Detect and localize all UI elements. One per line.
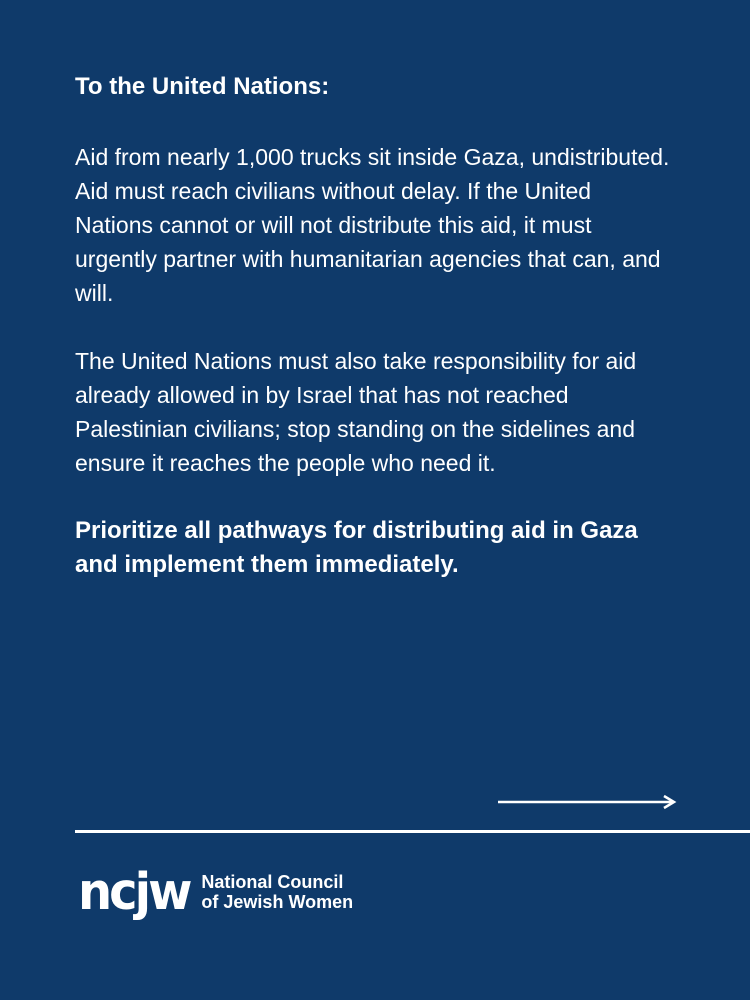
- logo-org-name-line1: National Council: [201, 872, 344, 892]
- letter-heading: To the United Nations:: [75, 73, 330, 100]
- arrow-right-icon[interactable]: [498, 792, 678, 812]
- letter-paragraph-2: The United Nations must also take responsibility for aid already allowed in by Israel that has not reached Palestinian civilians; stop standing on the sidelines and ensure it reaches the people who need it.: [75, 348, 637, 476]
- letter-closing: Prioritize all pathways for distributing aid in Gaza and implement them immediately.: [75, 517, 638, 578]
- letter-paragraph-1: Aid from nearly 1,000 trucks sit inside Gaza, undistributed. Aid must reach civilians without delay. If the United Nations cannot or will not distribute this aid, it must urgently partner with humanitarian agencies that can, and will.: [75, 144, 670, 306]
- letter-body: [75, 70, 675, 582]
- ncjw-logo: [78, 862, 354, 922]
- logo-org-name: [201, 872, 353, 912]
- footer-divider: [75, 830, 750, 833]
- logo-org-name-line2: of Jewish Women: [201, 892, 354, 912]
- logo-mark: ncjw: [78, 862, 190, 922]
